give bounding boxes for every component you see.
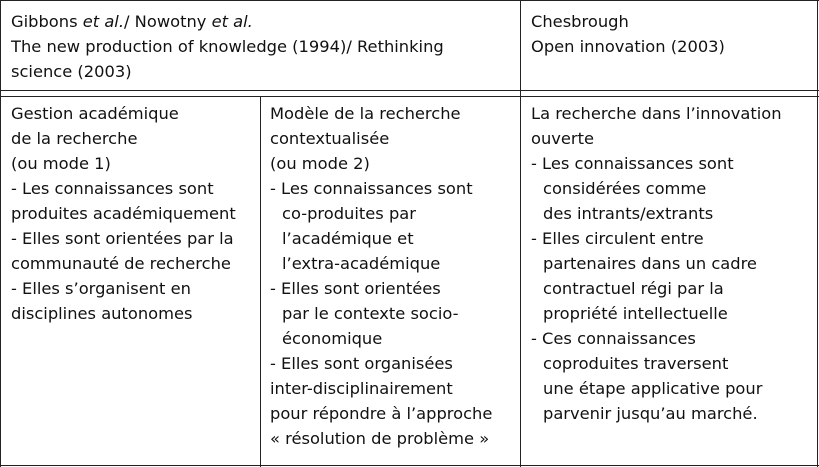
header-etal-2: et al. (211, 12, 253, 31)
column-text-line: contractuel régi par la (543, 279, 724, 298)
column-text-line: - Les connaissances sont (11, 179, 214, 198)
header-separator-border (0, 96, 819, 97)
column-text-line: co-produites par (282, 204, 416, 223)
header-author-gibbons: Gibbons (11, 12, 83, 31)
column-text-line: - Elles circulent entre (531, 229, 704, 248)
header-authors (11, 9, 444, 34)
column-text-line: - Elles sont orientées par la (11, 229, 234, 248)
column-text-line: disciplines autonomes (11, 304, 193, 323)
column-text-line: « résolution de problème » (270, 429, 490, 448)
column-mode-2 (270, 101, 492, 451)
header-titles-line: The new production of knowledge (1994)/ Rethinking (11, 37, 444, 56)
column-open-innovation (531, 101, 782, 426)
header-etal-1: et al. (82, 12, 125, 31)
column-text-line: des intrants/extrants (543, 204, 714, 223)
column-text-line: contextualisée (270, 129, 390, 148)
header-cell-left (11, 9, 444, 84)
column-text-line: considérées comme (543, 179, 707, 198)
column-divider-1 (260, 96, 261, 467)
table-top-border (0, 0, 819, 1)
column-text-line: ouverte (531, 129, 595, 148)
column-text-line: Modèle de la recherche (270, 104, 461, 123)
column-text-line: La recherche dans l’innovation (531, 104, 782, 123)
column-text-line: - Ces connaissances (531, 329, 696, 348)
column-text-line: - Elles sont orientées (270, 279, 441, 298)
column-text-line: (ou mode 2) (270, 154, 370, 173)
column-text-line: pour répondre à l’approche (270, 404, 493, 423)
column-text-line: coproduites traversent (543, 354, 729, 373)
column-text-line: inter-disciplinairement (270, 379, 453, 398)
column-text-line: partenaires dans un cadre (543, 254, 757, 273)
table-left-border (0, 0, 1, 467)
column-text-line: Gestion académique (11, 104, 179, 123)
column-mode-1 (11, 101, 236, 326)
header-cell-right (531, 9, 725, 59)
table-bottom-border (0, 465, 819, 466)
column-text-line: l’académique et (282, 229, 414, 248)
column-divider-2 (520, 0, 521, 467)
column-text-line: (ou mode 1) (11, 154, 111, 173)
column-text-line: de la recherche (11, 129, 138, 148)
header-author-nowotny: / Nowotny (124, 12, 212, 31)
column-text-line: produites académiquement (11, 204, 236, 223)
header-bottom-border (0, 90, 819, 91)
column-text-line: propriété intellectuelle (543, 304, 728, 323)
header-author-chesbrough: Chesbrough (531, 12, 629, 31)
column-text-line: par le contexte socio- (282, 304, 459, 323)
column-text-line: - Les connaissances sont (531, 154, 734, 173)
column-text-line: - Elles sont organisées (270, 354, 453, 373)
column-text-line: une étape applicative pour (543, 379, 763, 398)
column-text-line: parvenir jusqu’au marché. (543, 404, 758, 423)
column-text-line: - Les connaissances sont (270, 179, 473, 198)
column-text-line: économique (282, 329, 383, 348)
header-titles-line-2: science (2003) (11, 62, 132, 81)
column-text-line: l’extra-académique (282, 254, 441, 273)
header-title-open-innovation: Open innovation (2003) (531, 37, 725, 56)
table-right-border (817, 0, 818, 467)
column-text-line: communauté de recherche (11, 254, 231, 273)
column-text-line: - Elles s’organisent en (11, 279, 191, 298)
